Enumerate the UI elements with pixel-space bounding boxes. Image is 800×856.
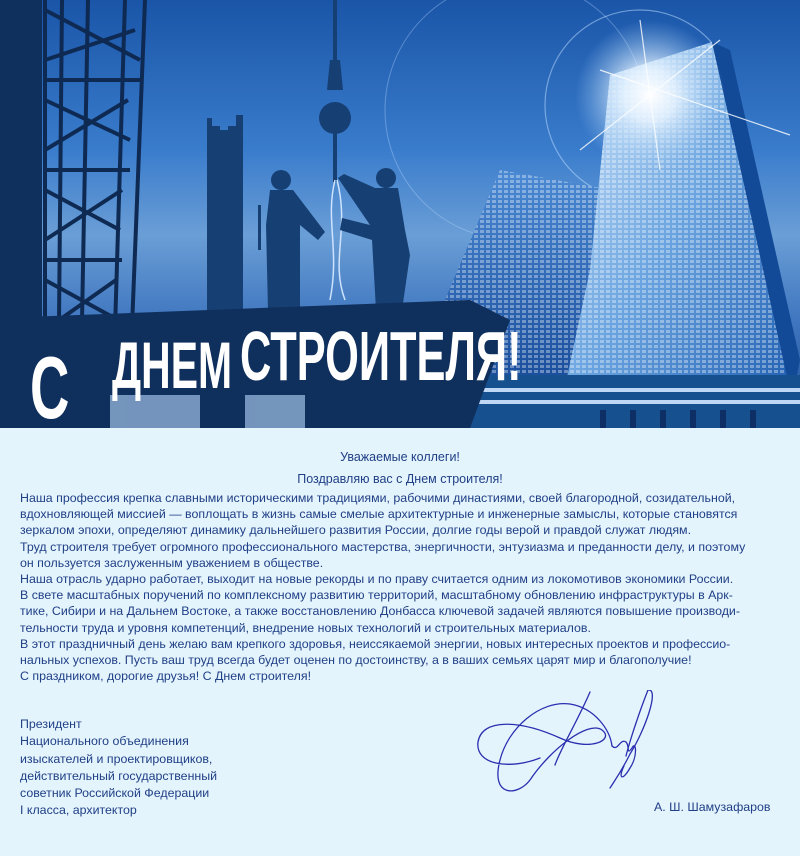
crane-hook: [319, 0, 351, 182]
svg-text:СТРОИТЕЛЯ!: СТРОИТЕЛЯ!: [240, 317, 522, 396]
body-line: зеркалом эпохи, определяют динамику дальнейшего развития России, долгие годы верой и правдой служат людям.: [20, 523, 692, 538]
closing-line: С праздником, дорогие друзья! С Днем строителя!: [20, 669, 312, 684]
body-line: вдохновляющей миссией — воплощать в жизнь самые смелые архитектурные и инженерные замыслы, которые становятся: [20, 507, 738, 522]
body-line: он пользуется заслуженным уважением в обществе.: [20, 555, 324, 570]
signatory-title-line: Президент: [20, 717, 82, 731]
signatory-title-line: I класса, архитектор: [20, 803, 137, 818]
body-line: тельности труда и уровня компетенций, внедрение новых технологий и строительных материалов.: [20, 620, 591, 635]
workers-silhouette: [258, 168, 410, 310]
handwritten-signature: [470, 690, 670, 800]
body-line: Труд строителя требует огромного профессионального мастерства, энергичности, энтузиазма и преданности делу, и поэтому: [20, 539, 746, 554]
signatory-title-line: действительный государственный: [20, 768, 218, 783]
signatory-title-line: изыскателей и проектировщиков,: [20, 751, 213, 766]
body-line: Наша профессия крепка славными историческими традициями, рабочими династиями, своей благородной, созидательной,: [20, 491, 736, 505]
distant-tower: [207, 115, 243, 310]
congratulation-line: Поздравляю вас с Днем строителя!: [297, 472, 503, 486]
signatory-name: А. Ш. Шамузафаров: [654, 800, 771, 814]
letter-section: [0, 428, 800, 856]
body-line: нальных успехов. Пусть ваш труд всегда будет оценен по достоинству, а в ваших семьях царят мир и благополучие!: [20, 653, 692, 668]
body-line: В этот праздничный день желаю вам крепкого здоровья, неиссякаемой энергии, новых интересных проектов и профессио-: [20, 636, 731, 651]
body-line: тике, Сибири и на Дальнем Востоке, а также восстановлению Донбасса ключевой задачей являются повышение производи-: [20, 604, 740, 619]
salutation: Уважаемые коллеги!: [340, 450, 460, 464]
body-line: В свете масштабных поручений по комплексному развитию территорий, масштабному обновлению инфраструктуры в Арк-: [20, 588, 733, 603]
svg-text:ДНЕМ: ДНЕМ: [112, 327, 233, 403]
signatory-title-line: советник Российской Федерации: [20, 786, 210, 801]
signatory-title: [20, 716, 217, 820]
svg-text:С: С: [30, 338, 70, 428]
body-line: Наша отрасль ударно работает, выходит на новые рекорды и по праву считается одним из локомотивов экономики России.: [20, 572, 734, 587]
signatory-title-line: Национального объединения: [20, 734, 189, 749]
letter-body: [20, 490, 790, 684]
